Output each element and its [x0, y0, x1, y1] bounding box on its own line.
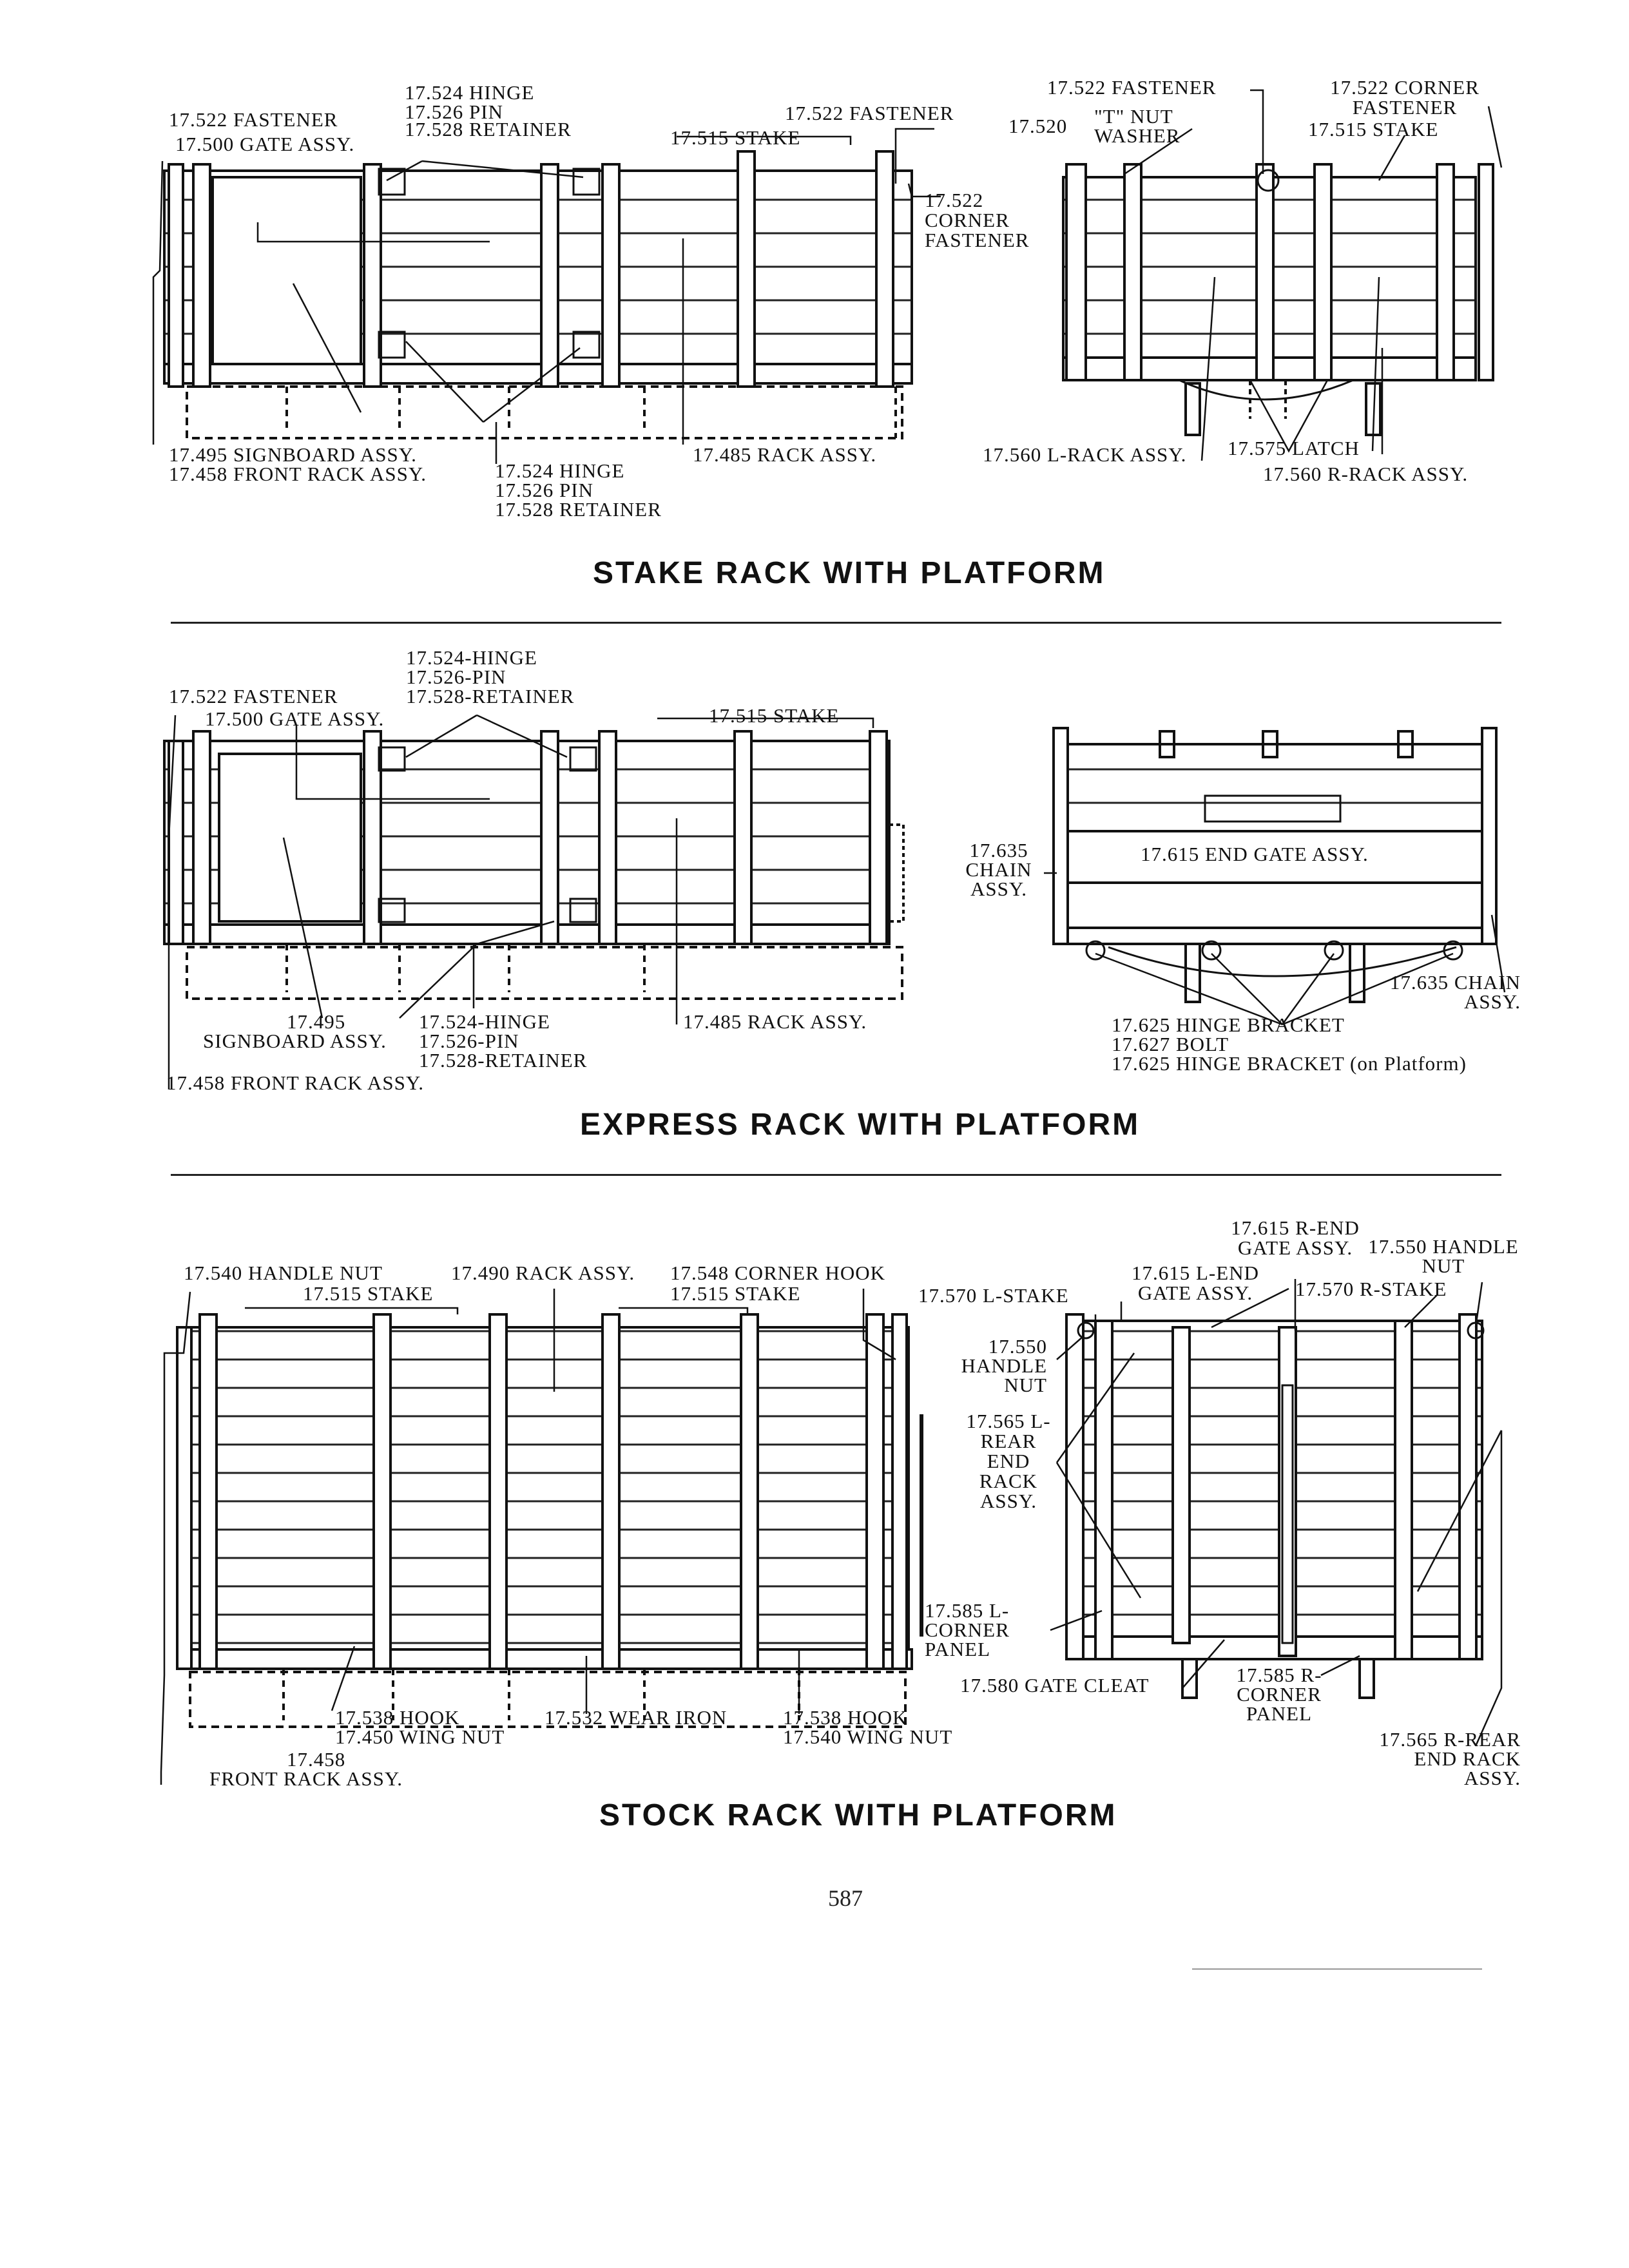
label-front-rack-num: 17.458 [287, 1748, 346, 1771]
label-fastener: 17.522 FASTENER [169, 685, 338, 707]
label-rack-assy: 17.490 RACK ASSY. [451, 1262, 635, 1284]
label-wear-iron: 17.532 WEAR IRON [545, 1706, 728, 1729]
section-title-express-rack: EXPRESS RACK WITH PLATFORM [580, 1108, 1141, 1142]
section-title-stake-rack: STAKE RACK WITH PLATFORM [593, 556, 1106, 590]
label-rack-assy: 17.485 RACK ASSY. [693, 443, 877, 466]
label-pin-bottom: 17.526-PIN [419, 1030, 519, 1052]
divider [171, 1174, 1501, 1176]
label-l-stake: 17.570 L-STAKE [918, 1284, 1069, 1307]
label-corner-hook: 17.548 CORNER HOOK [670, 1262, 886, 1284]
label-corner-fastener-right: 17.522 CORNER FASTENER [1330, 76, 1480, 119]
label-hinge-bottom: 17.524 HINGE [495, 459, 625, 482]
stock-rack-end-view [1066, 1314, 1483, 1698]
divider [171, 622, 1501, 624]
label-r-corner: 17.585 R-CORNER PANEL [1236, 1664, 1322, 1725]
label-gate-assy: 17.500 GATE ASSY. [205, 707, 385, 730]
label-l-corner: 17.585 L-CORNER PANEL [925, 1599, 1010, 1660]
label-corner-fastener-mid: 17.522 CORNER FASTENER [925, 189, 1030, 251]
label-front-rack: FRONT RACK ASSY. [209, 1767, 403, 1790]
label-r-end-gate: 17.615 R-END GATE ASSY. [1231, 1216, 1360, 1259]
label-r-rack: 17.560 R-RACK ASSY. [1263, 463, 1469, 485]
label-hinge-bottom: 17.524-HINGE [419, 1010, 550, 1033]
label-retainer-bottom: 17.528-RETAINER [419, 1049, 588, 1072]
label-signboard: SIGNBOARD ASSY. [203, 1030, 387, 1052]
express-rack-side-view [164, 731, 903, 999]
label-r-rear-end: 17.565 R-REAR END RACK ASSY. [1379, 1728, 1521, 1789]
label-hinge-bracket: 17.625 HINGE BRACKET [1112, 1014, 1345, 1036]
label-handle-nut: 17.540 HANDLE NUT [184, 1262, 383, 1284]
label-stake-right: 17.515 STAKE [1308, 118, 1439, 140]
label-fastener-left: 17.522 FASTENER [169, 108, 338, 131]
label-r-stake: 17.570 R-STAKE [1295, 1278, 1447, 1300]
label-gate-cleat: 17.580 GATE CLEAT [960, 1674, 1150, 1696]
label-hook-left: 17.538 HOOK [335, 1706, 460, 1729]
label-handle-nut-left: 17.550 HANDLE NUT [961, 1335, 1047, 1396]
label-bolt: 17.627 BOLT [1112, 1033, 1229, 1055]
label-t-nut-washer-num: 17.520 [1008, 115, 1068, 137]
label-front-rack: 17.458 FRONT RACK ASSY. [169, 463, 427, 485]
page-number: 587 [828, 1885, 863, 1911]
label-stake-1: 17.515 STAKE [303, 1282, 434, 1305]
label-stake: 17.515 STAKE [709, 704, 840, 727]
label-retainer-top: 17.528-RETAINER [406, 685, 575, 707]
label-latch: 17.575 LATCH [1228, 437, 1360, 459]
label-signboard: 17.495 SIGNBOARD ASSY. [169, 443, 417, 466]
label-hinge-top: 17.524 HINGE [405, 81, 535, 104]
label-pin-bottom: 17.526 PIN [495, 479, 593, 501]
stake-rack-side-view [164, 151, 912, 438]
label-hinge-bracket-platform: 17.625 HINGE BRACKET (on Platform) [1112, 1052, 1467, 1075]
label-rack-assy: 17.485 RACK ASSY. [683, 1010, 867, 1033]
label-l-end-gate: 17.615 L-END GATE ASSY. [1132, 1262, 1259, 1304]
label-fastener-mid: 17.522 FASTENER [785, 102, 954, 124]
label-fastener-right: 17.522 FASTENER [1047, 76, 1217, 99]
label-gate-assy: 17.500 GATE ASSY. [175, 133, 355, 155]
label-pin-top: 17.526-PIN [406, 666, 506, 688]
label-chain-right: 17.635 CHAIN ASSY. [1389, 971, 1521, 1013]
label-chain-left: 17.635 CHAIN ASSY. [965, 839, 1032, 900]
label-l-rear-end: 17.565 L-REAR END RACK ASSY. [966, 1410, 1051, 1512]
label-retainer-bottom: 17.528 RETAINER [495, 498, 662, 521]
stock-rack-side-view [177, 1314, 921, 1727]
label-hinge-top: 17.524-HINGE [406, 646, 537, 669]
label-front-rack: 17.458 FRONT RACK ASSY. [166, 1072, 424, 1094]
label-washer: WASHER [1094, 124, 1181, 147]
label-handle-nut-right: 17.550 HANDLE NUT [1368, 1235, 1519, 1277]
label-wing-nut-left: 17.450 WING NUT [335, 1725, 505, 1748]
label-stake: 17.515 STAKE [670, 126, 801, 149]
label-stake-2: 17.515 STAKE [670, 1282, 801, 1305]
stake-rack-end-view [1063, 164, 1493, 435]
label-t-nut: "T" NUT [1094, 105, 1173, 128]
footer-mark [1192, 1968, 1482, 1970]
section-title-stock-rack: STOCK RACK WITH PLATFORM [599, 1798, 1117, 1832]
label-signboard-num: 17.495 [287, 1010, 346, 1033]
label-pin-top: 17.526 PIN [405, 101, 503, 123]
label-end-gate: 17.615 END GATE ASSY. [1141, 843, 1369, 865]
label-hook-right: 17.538 HOOK [783, 1706, 908, 1729]
label-l-rack: 17.560 L-RACK ASSY. [983, 443, 1187, 466]
label-retainer-top: 17.528 RETAINER [405, 118, 572, 140]
label-wing-nut-right: 17.540 WING NUT [783, 1725, 953, 1748]
